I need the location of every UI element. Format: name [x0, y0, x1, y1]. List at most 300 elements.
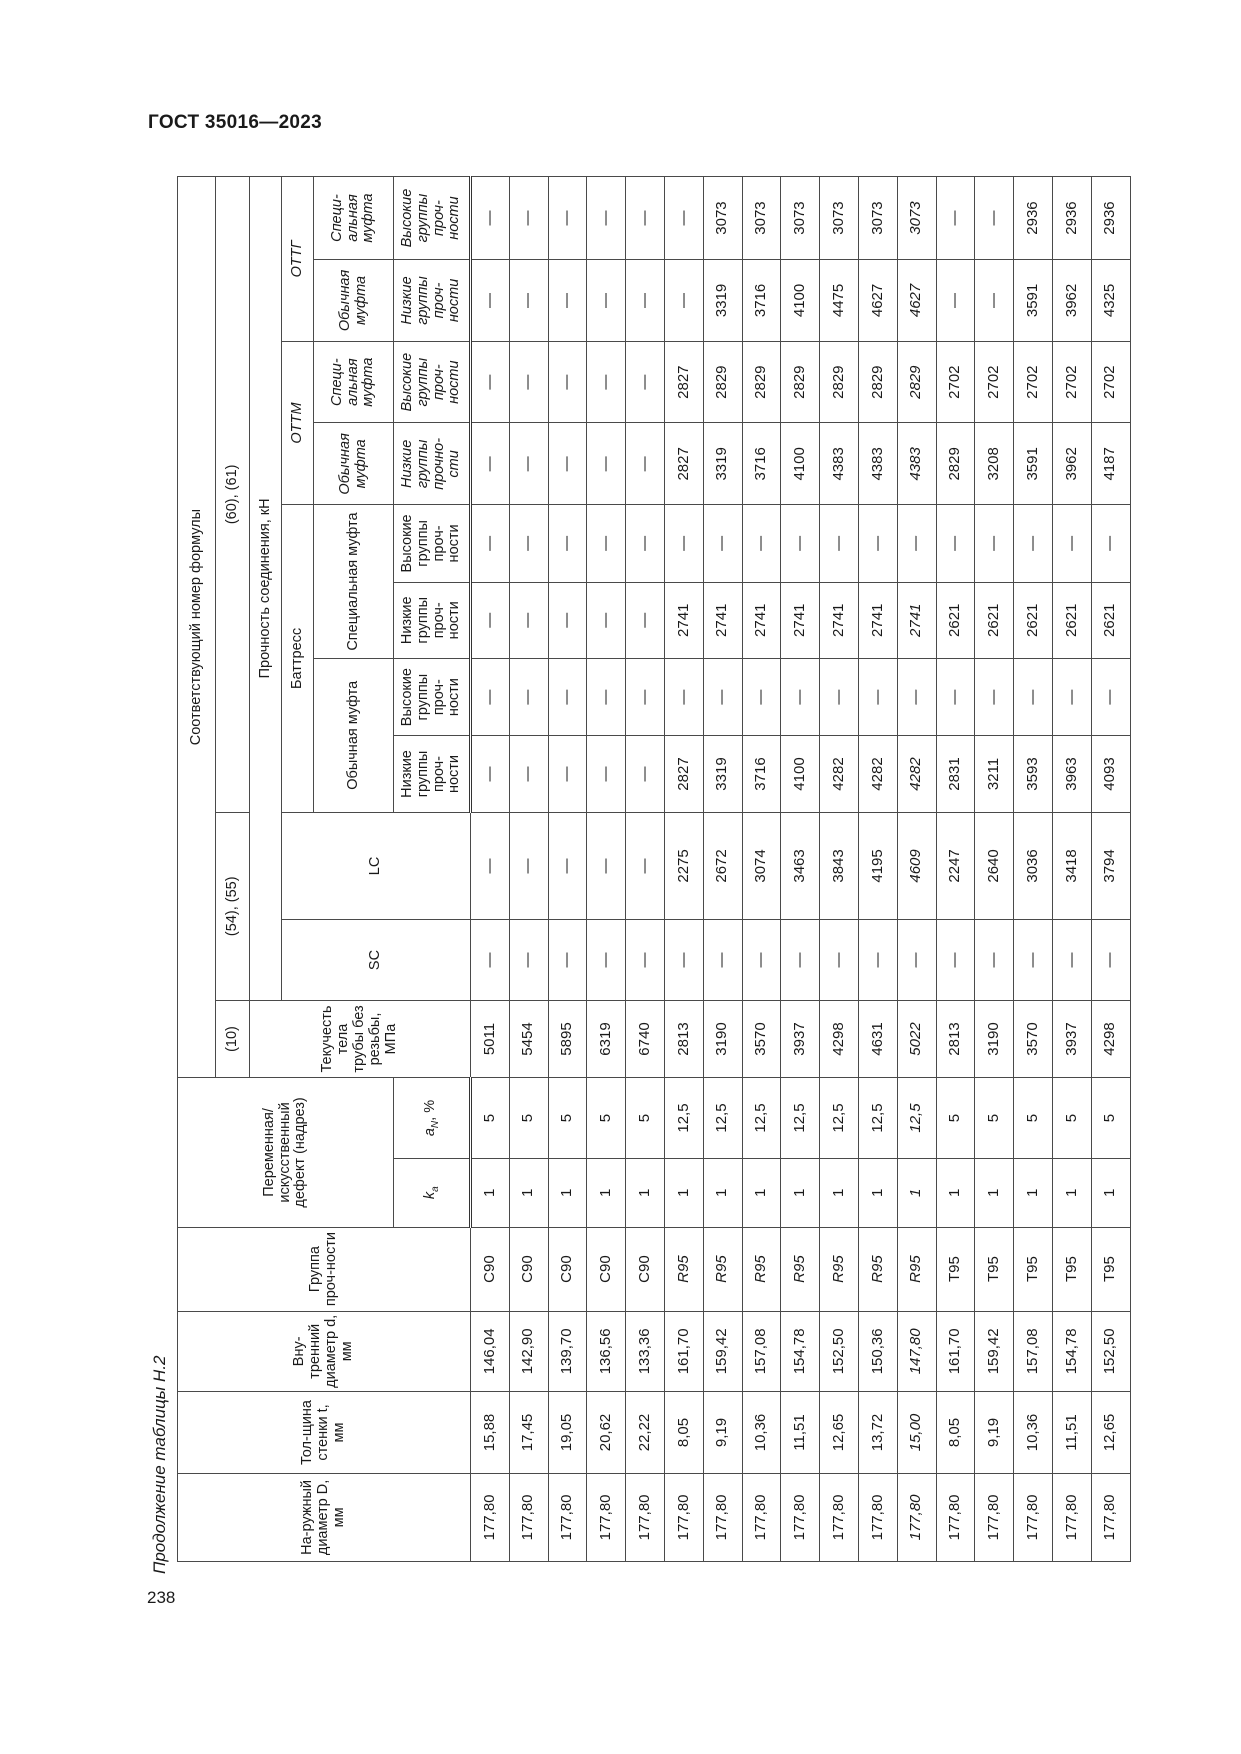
cell-an: 5 — [548, 1078, 587, 1159]
cell-og-spec: 2936 — [1091, 177, 1130, 260]
cell-om-spec: — — [471, 341, 510, 423]
cell-og-spec: 3073 — [820, 177, 859, 260]
cell-D: 177,80 — [936, 1473, 975, 1561]
cell-sc: — — [897, 920, 936, 1001]
table-row — [1014, 177, 1053, 1562]
cell-og-reg: 3716 — [742, 260, 781, 342]
table-row — [858, 177, 897, 1562]
table-row — [509, 177, 548, 1562]
cell-t: 15,00 — [897, 1392, 936, 1474]
cell-br-low: 4100 — [781, 736, 820, 812]
cell-grade: T95 — [1014, 1227, 1053, 1311]
cell-grade: T95 — [1052, 1227, 1091, 1311]
document-title: ГОСТ 35016—2023 — [148, 112, 323, 133]
header-grade: Группа проч-ности — [178, 1227, 471, 1311]
cell-sc: — — [509, 920, 548, 1001]
cell-og-reg: 4475 — [820, 260, 859, 342]
header-ottm-regular-low: Низкие группы прочно-сти — [394, 423, 471, 505]
cell-an: 12,5 — [781, 1078, 820, 1159]
cell-om-spec: 2702 — [1052, 341, 1091, 423]
cell-lc: 2640 — [975, 812, 1014, 920]
cell-d: 161,70 — [936, 1311, 975, 1392]
cell-om-spec: — — [587, 341, 626, 423]
cell-yield: 4298 — [1091, 1000, 1130, 1077]
cell-yield: 5011 — [471, 1000, 510, 1077]
cell-br-high: — — [1052, 658, 1091, 735]
cell-an: 5 — [587, 1078, 626, 1159]
cell-grade: T95 — [975, 1227, 1014, 1311]
cell-og-reg: 3319 — [703, 260, 742, 342]
cell-og-reg: 4100 — [781, 260, 820, 342]
rotated-table-container — [177, 176, 1150, 1562]
cell-sc: — — [548, 920, 587, 1001]
header-joint-strength: Прочность соединения, кН — [250, 177, 282, 1001]
cell-bs-low: 2741 — [703, 582, 742, 658]
cell-D: 177,80 — [703, 1473, 742, 1561]
cell-og-spec: 3073 — [703, 177, 742, 260]
cell-br-low: 4282 — [897, 736, 936, 812]
cell-og-reg: — — [471, 260, 510, 342]
cell-ka: 1 — [858, 1158, 897, 1227]
cell-grade: C90 — [509, 1227, 548, 1311]
header-ottg-special-high: Высокие группы проч-ности — [394, 177, 471, 260]
cell-om-spec: 2702 — [936, 341, 975, 423]
cell-og-spec: — — [626, 177, 665, 260]
cell-lc: — — [587, 812, 626, 920]
cell-yield: 3570 — [742, 1000, 781, 1077]
cell-t: 9,19 — [975, 1392, 1014, 1474]
cell-om-reg: 3319 — [703, 423, 742, 505]
cell-om-reg: 4383 — [897, 423, 936, 505]
cell-t: 8,05 — [936, 1392, 975, 1474]
table-row — [820, 177, 859, 1562]
cell-sc: — — [1014, 920, 1053, 1001]
cell-om-reg: — — [626, 423, 665, 505]
cell-D: 177,80 — [781, 1473, 820, 1561]
cell-og-spec: — — [664, 177, 703, 260]
cell-t: 20,62 — [587, 1392, 626, 1474]
cell-sc: — — [975, 920, 1014, 1001]
header-buttress-regular-high: Высокие группы проч-ности — [394, 658, 471, 735]
cell-t: 15,88 — [471, 1392, 510, 1474]
cell-og-reg: 4627 — [897, 260, 936, 342]
cell-br-high: — — [936, 658, 975, 735]
cell-grade: T95 — [936, 1227, 975, 1311]
cell-D: 177,80 — [471, 1473, 510, 1561]
cell-ka: 1 — [975, 1158, 1014, 1227]
cell-om-reg: 3962 — [1052, 423, 1091, 505]
cell-bs-low: — — [587, 582, 626, 658]
cell-og-reg: 3962 — [1052, 260, 1091, 342]
table-row — [975, 177, 1014, 1562]
cell-grade: R95 — [897, 1227, 936, 1311]
data-table — [177, 176, 1131, 1562]
cell-om-reg: — — [587, 423, 626, 505]
cell-br-low: 3319 — [703, 736, 742, 812]
cell-lc: 2275 — [664, 812, 703, 920]
cell-br-high: — — [587, 658, 626, 735]
header-ottm-special-high: Высокие группы проч-ности — [394, 341, 471, 423]
header-ka: $k_a$ — [394, 1158, 471, 1227]
cell-D: 177,80 — [548, 1473, 587, 1561]
cell-an: 12,5 — [742, 1078, 781, 1159]
cell-br-high: — — [471, 658, 510, 735]
cell-bs-high: — — [1014, 505, 1053, 582]
cell-br-low: 4282 — [820, 736, 859, 812]
page-number: 238 — [147, 1588, 176, 1607]
cell-D: 177,80 — [820, 1473, 859, 1561]
cell-sc: — — [781, 920, 820, 1001]
cell-yield: 3190 — [703, 1000, 742, 1077]
cell-om-spec: 2829 — [742, 341, 781, 423]
cell-lc: — — [509, 812, 548, 920]
cell-yield: 4298 — [820, 1000, 859, 1077]
cell-sc: — — [703, 920, 742, 1001]
cell-og-spec: 2936 — [1014, 177, 1053, 260]
header-lc: LC — [282, 812, 471, 920]
cell-bs-high: — — [820, 505, 859, 582]
cell-br-high: — — [897, 658, 936, 735]
cell-lc: 3036 — [1014, 812, 1053, 920]
cell-lc: 2672 — [703, 812, 742, 920]
cell-br-high: — — [664, 658, 703, 735]
cell-d: 146,04 — [471, 1311, 510, 1392]
cell-ka: 1 — [820, 1158, 859, 1227]
header-defect: Переменная/ искусственный дефект (надрез) — [178, 1078, 394, 1227]
cell-grade: C90 — [471, 1227, 510, 1311]
cell-om-spec: 2829 — [703, 341, 742, 423]
cell-D: 177,80 — [664, 1473, 703, 1561]
cell-br-high: — — [626, 658, 665, 735]
cell-om-spec: — — [548, 341, 587, 423]
cell-an: 5 — [509, 1078, 548, 1159]
cell-bs-low: 2621 — [975, 582, 1014, 658]
cell-bs-low: 2741 — [664, 582, 703, 658]
cell-og-spec: 3073 — [781, 177, 820, 260]
header-formula-60-61: (60), (61) — [216, 177, 250, 813]
cell-og-reg: — — [626, 260, 665, 342]
table-row — [742, 177, 781, 1562]
header-outer-diameter: На-ружный диаметр D, мм — [178, 1473, 471, 1561]
cell-sc: — — [936, 920, 975, 1001]
header-buttress-regular: Обычная муфта — [314, 658, 394, 812]
cell-D: 177,80 — [1052, 1473, 1091, 1561]
cell-yield: 2813 — [936, 1000, 975, 1077]
cell-D: 177,80 — [626, 1473, 665, 1561]
cell-br-high: — — [820, 658, 859, 735]
cell-bs-low: 2621 — [1091, 582, 1130, 658]
table-caption: Продолжение таблицы Н.2 — [150, 1355, 169, 1574]
cell-og-reg: — — [587, 260, 626, 342]
cell-yield: 3570 — [1014, 1000, 1053, 1077]
cell-d: 136,56 — [587, 1311, 626, 1392]
cell-om-spec: 2827 — [664, 341, 703, 423]
cell-og-spec: — — [471, 177, 510, 260]
cell-og-spec: 3073 — [897, 177, 936, 260]
cell-an: 5 — [975, 1078, 1014, 1159]
header-formula-10: (10) — [216, 1000, 250, 1077]
cell-grade: R95 — [820, 1227, 859, 1311]
cell-D: 177,80 — [742, 1473, 781, 1561]
table-row — [626, 177, 665, 1562]
cell-bs-high: — — [858, 505, 897, 582]
cell-an: 5 — [471, 1078, 510, 1159]
cell-d: 157,08 — [742, 1311, 781, 1392]
cell-sc: — — [820, 920, 859, 1001]
cell-bs-low: 2741 — [858, 582, 897, 658]
cell-om-spec: 2829 — [820, 341, 859, 423]
cell-lc: — — [626, 812, 665, 920]
cell-bs-low: 2621 — [1052, 582, 1091, 658]
cell-bs-high: — — [1091, 505, 1130, 582]
cell-br-low: — — [626, 736, 665, 812]
header-sc: SC — [282, 920, 471, 1001]
cell-om-spec: — — [509, 341, 548, 423]
cell-lc: 4609 — [897, 812, 936, 920]
cell-bs-high: — — [703, 505, 742, 582]
cell-t: 17,45 — [509, 1392, 548, 1474]
cell-bs-high: — — [548, 505, 587, 582]
cell-yield: 3937 — [781, 1000, 820, 1077]
cell-d: 159,42 — [975, 1311, 1014, 1392]
cell-D: 177,80 — [1014, 1473, 1053, 1561]
cell-ka: 1 — [781, 1158, 820, 1227]
table-row — [897, 177, 936, 1562]
cell-om-reg: 4187 — [1091, 423, 1130, 505]
cell-br-high: — — [1091, 658, 1130, 735]
header-ottm-special: Специ-альная муфта — [314, 341, 394, 423]
cell-ka: 1 — [1052, 1158, 1091, 1227]
table-row — [1091, 177, 1130, 1562]
cell-an: 5 — [1091, 1078, 1130, 1159]
cell-br-low: — — [548, 736, 587, 812]
cell-d: 147,80 — [897, 1311, 936, 1392]
cell-grade: T95 — [1091, 1227, 1130, 1311]
cell-br-low: 3716 — [742, 736, 781, 812]
cell-t: 13,72 — [858, 1392, 897, 1474]
header-ottg-special: Специ-альная муфта — [314, 177, 394, 260]
cell-D: 177,80 — [975, 1473, 1014, 1561]
cell-bs-high: — — [897, 505, 936, 582]
cell-d: 159,42 — [703, 1311, 742, 1392]
cell-an: 12,5 — [897, 1078, 936, 1159]
header-ottm-regular: Обычная муфта — [314, 423, 394, 505]
header-inner-diameter: Вну-тренний диаметр d, мм — [178, 1311, 471, 1392]
cell-og-spec: — — [975, 177, 1014, 260]
cell-bs-high: — — [975, 505, 1014, 582]
header-formula-number: Соответствующий номер формулы — [178, 177, 216, 1078]
cell-lc: 4195 — [858, 812, 897, 920]
cell-og-spec: 3073 — [858, 177, 897, 260]
table-row — [1052, 177, 1091, 1562]
cell-d: 139,70 — [548, 1311, 587, 1392]
cell-bs-high: — — [626, 505, 665, 582]
cell-og-spec: — — [548, 177, 587, 260]
cell-om-reg: — — [509, 423, 548, 505]
cell-sc: — — [664, 920, 703, 1001]
cell-bs-low: — — [509, 582, 548, 658]
cell-bs-high: — — [781, 505, 820, 582]
cell-d: 142,90 — [509, 1311, 548, 1392]
cell-og-spec: — — [587, 177, 626, 260]
cell-br-high: — — [742, 658, 781, 735]
cell-og-reg: 4325 — [1091, 260, 1130, 342]
cell-ka: 1 — [936, 1158, 975, 1227]
cell-t: 12,65 — [820, 1392, 859, 1474]
cell-sc: — — [587, 920, 626, 1001]
cell-grade: C90 — [587, 1227, 626, 1311]
cell-br-low: 3211 — [975, 736, 1014, 812]
cell-bs-low: 2621 — [936, 582, 975, 658]
table-row — [471, 177, 510, 1562]
cell-om-reg: 2827 — [664, 423, 703, 505]
cell-yield: 5022 — [897, 1000, 936, 1077]
cell-d: 152,50 — [1091, 1311, 1130, 1392]
cell-sc: — — [471, 920, 510, 1001]
table-row — [781, 177, 820, 1562]
cell-yield: 2813 — [664, 1000, 703, 1077]
cell-bs-high: — — [1052, 505, 1091, 582]
table-row — [703, 177, 742, 1562]
cell-yield: 5895 — [548, 1000, 587, 1077]
cell-bs-high: — — [742, 505, 781, 582]
cell-D: 177,80 — [509, 1473, 548, 1561]
cell-om-spec: 2829 — [858, 341, 897, 423]
cell-grade: R95 — [742, 1227, 781, 1311]
cell-bs-high: — — [471, 505, 510, 582]
header-an: $a_N$, % — [394, 1078, 471, 1159]
cell-br-high: — — [548, 658, 587, 735]
cell-t: 22,22 — [626, 1392, 665, 1474]
table-row — [936, 177, 975, 1562]
cell-bs-high: — — [587, 505, 626, 582]
cell-t: 8,05 — [664, 1392, 703, 1474]
cell-ka: 1 — [742, 1158, 781, 1227]
cell-og-reg: — — [936, 260, 975, 342]
cell-yield: 5454 — [509, 1000, 548, 1077]
cell-yield: 6740 — [626, 1000, 665, 1077]
cell-d: 152,50 — [820, 1311, 859, 1392]
cell-bs-low: 2741 — [781, 582, 820, 658]
cell-bs-high: — — [936, 505, 975, 582]
cell-grade: R95 — [664, 1227, 703, 1311]
cell-om-spec: 2702 — [975, 341, 1014, 423]
header-buttress-special-low: Низкие группы проч-ности — [394, 582, 471, 658]
cell-an: 5 — [626, 1078, 665, 1159]
cell-lc: 3074 — [742, 812, 781, 920]
cell-an: 12,5 — [858, 1078, 897, 1159]
cell-d: 154,78 — [781, 1311, 820, 1392]
cell-yield: 4631 — [858, 1000, 897, 1077]
cell-br-high: — — [509, 658, 548, 735]
cell-br-low: 4093 — [1091, 736, 1130, 812]
cell-ka: 1 — [509, 1158, 548, 1227]
cell-br-low: 4282 — [858, 736, 897, 812]
header-ottm: ОТТМ — [282, 341, 314, 504]
cell-an: 5 — [936, 1078, 975, 1159]
cell-D: 177,80 — [858, 1473, 897, 1561]
cell-br-high: — — [781, 658, 820, 735]
cell-br-low: 2827 — [664, 736, 703, 812]
table-body — [471, 177, 1131, 1562]
cell-om-reg: 3208 — [975, 423, 1014, 505]
header-ottg: ОТТГ — [282, 177, 314, 342]
cell-t: 9,19 — [703, 1392, 742, 1474]
cell-an: 12,5 — [664, 1078, 703, 1159]
cell-ka: 1 — [626, 1158, 665, 1227]
cell-om-reg: 3591 — [1014, 423, 1053, 505]
cell-grade: R95 — [703, 1227, 742, 1311]
table-row — [587, 177, 626, 1562]
header-buttress: Баттресс — [282, 505, 314, 812]
cell-og-spec: 2936 — [1052, 177, 1091, 260]
cell-lc: 3843 — [820, 812, 859, 920]
header-buttress-regular-low: Низкие группы проч-ности — [394, 736, 471, 812]
cell-br-low: 2831 — [936, 736, 975, 812]
cell-ka: 1 — [587, 1158, 626, 1227]
cell-bs-low: 2741 — [897, 582, 936, 658]
cell-br-high: — — [858, 658, 897, 735]
cell-lc: 3794 — [1091, 812, 1130, 920]
cell-lc: 3463 — [781, 812, 820, 920]
cell-yield: 3190 — [975, 1000, 1014, 1077]
cell-og-reg: — — [509, 260, 548, 342]
header-formula-54-55: (54), (55) — [216, 812, 250, 1000]
cell-t: 10,36 — [1014, 1392, 1053, 1474]
cell-og-reg: — — [548, 260, 587, 342]
cell-bs-low: — — [471, 582, 510, 658]
cell-bs-high: — — [509, 505, 548, 582]
cell-om-reg: — — [548, 423, 587, 505]
cell-an: 12,5 — [820, 1078, 859, 1159]
cell-br-high: — — [703, 658, 742, 735]
cell-d: 161,70 — [664, 1311, 703, 1392]
cell-om-reg: 4383 — [858, 423, 897, 505]
cell-lc: — — [548, 812, 587, 920]
cell-ka: 1 — [703, 1158, 742, 1227]
cell-br-low: — — [509, 736, 548, 812]
cell-og-reg: — — [664, 260, 703, 342]
cell-br-low: 3963 — [1052, 736, 1091, 812]
cell-sc: — — [1091, 920, 1130, 1001]
cell-D: 177,80 — [587, 1473, 626, 1561]
header-buttress-special-high: Высокие группы проч-ности — [394, 505, 471, 582]
cell-ka: 1 — [1091, 1158, 1130, 1227]
cell-om-spec: 2702 — [1014, 341, 1053, 423]
cell-grade: C90 — [548, 1227, 587, 1311]
cell-d: 157,08 — [1014, 1311, 1053, 1392]
cell-om-spec: 2829 — [781, 341, 820, 423]
cell-t: 19,05 — [548, 1392, 587, 1474]
cell-om-reg: 4383 — [820, 423, 859, 505]
cell-og-reg: 3591 — [1014, 260, 1053, 342]
cell-og-reg: 4627 — [858, 260, 897, 342]
cell-lc: — — [471, 812, 510, 920]
header-yield: Текучесть тела трубы без резьбы, МПа — [250, 1000, 471, 1077]
cell-om-reg: 3716 — [742, 423, 781, 505]
cell-sc: — — [1052, 920, 1091, 1001]
cell-D: 177,80 — [1091, 1473, 1130, 1561]
cell-d: 154,78 — [1052, 1311, 1091, 1392]
cell-bs-low: 2741 — [820, 582, 859, 658]
header-ottg-regular: Обычная муфта — [314, 260, 394, 342]
table-row — [664, 177, 703, 1562]
cell-br-low: 3593 — [1014, 736, 1053, 812]
cell-bs-high: — — [664, 505, 703, 582]
cell-an: 5 — [1052, 1078, 1091, 1159]
header-buttress-special: Специальная муфта — [314, 505, 394, 659]
cell-br-high: — — [1014, 658, 1053, 735]
